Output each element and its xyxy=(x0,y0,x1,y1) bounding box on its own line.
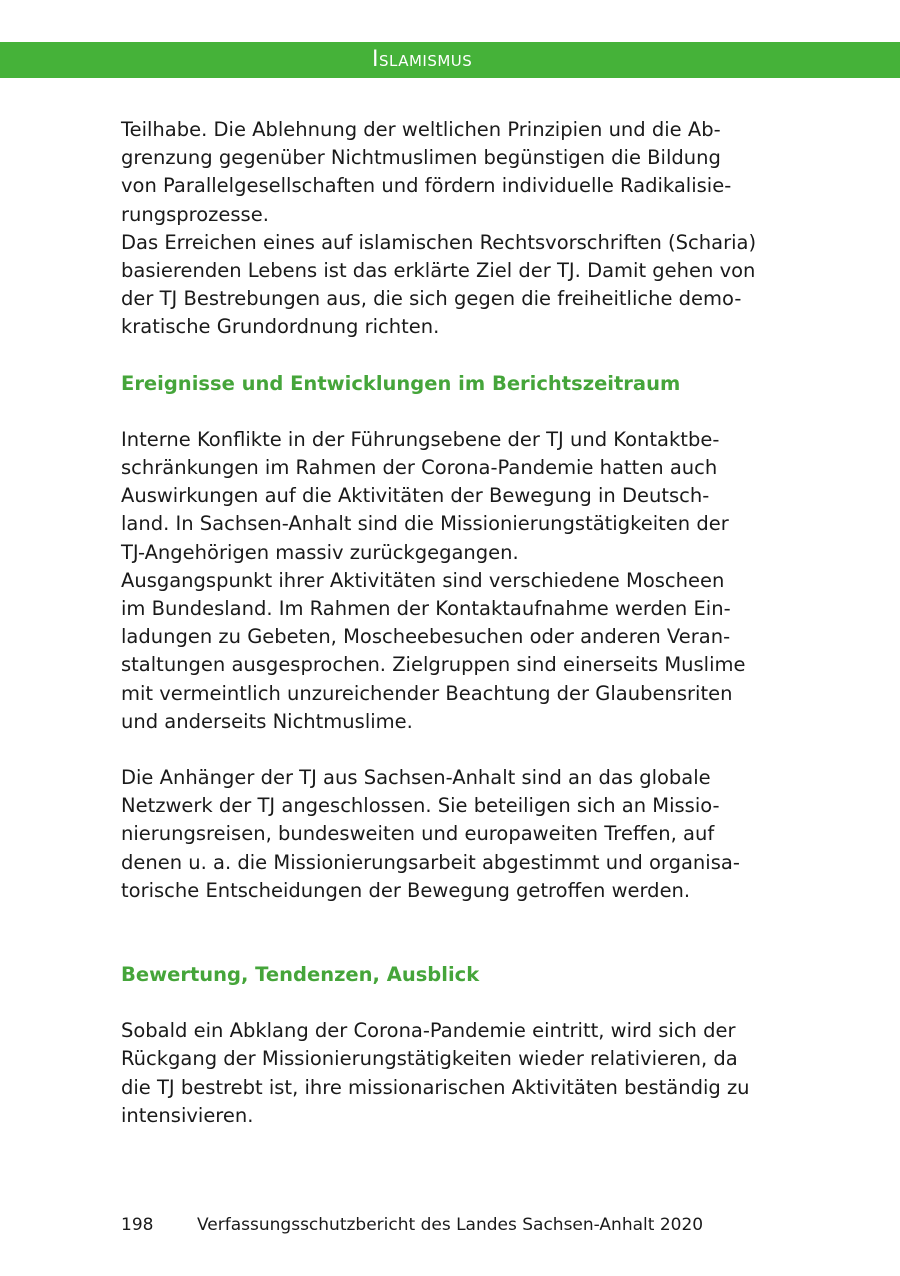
text-line: Auswirkungen auf die Aktivitäten der Bewegung in Deutsch- xyxy=(121,484,710,508)
text-line: staltungen ausgesprochen. Zielgruppen sind einerseits Muslime xyxy=(121,653,746,677)
paragraph xyxy=(121,229,786,342)
text-line: grenzung gegenüber Nichtmuslimen begünstigen die Bildung xyxy=(121,146,721,170)
main-content xyxy=(121,116,786,1130)
paragraph xyxy=(121,116,786,229)
publication-title: Verfassungsschutzbericht des Landes Sachsen-Anhalt 2020 xyxy=(197,1215,704,1235)
text-line: land. In Sachsen-Anhalt sind die Missionierungstätigkeiten der xyxy=(121,512,729,536)
paragraph xyxy=(121,1017,786,1130)
section-heading: Bewertung, Tendenzen, Ausblick xyxy=(121,963,480,987)
text-line: rungsprozesse. xyxy=(121,202,269,226)
section-title: Islamismus xyxy=(372,47,473,72)
paragraph xyxy=(121,764,786,905)
text-line: Sobald ein Abklang der Corona-Pandemie eintritt, wird sich der xyxy=(121,1019,736,1043)
text-line: intensivieren. xyxy=(121,1103,254,1127)
text-line: mit vermeintlich unzureichender Beachtung der Glaubensriten xyxy=(121,681,733,705)
paragraph xyxy=(121,426,786,567)
text-line: und anderseits Nichtmuslime. xyxy=(121,709,413,733)
section-header-bar xyxy=(0,42,900,78)
text-line: TJ-Angehörigen massiv zurückgegangen. xyxy=(121,540,519,564)
section-heading: Ereignisse und Entwicklungen im Berichtszeitraum xyxy=(121,371,681,395)
text-line: ladungen zu Gebeten, Moscheebesuchen oder anderen Veran- xyxy=(121,625,731,649)
text-line: von Parallelgesellschaften und fördern individuelle Radikalisie- xyxy=(121,174,732,198)
page-number: 198 xyxy=(121,1215,154,1235)
text-line: nierungsreisen, bundesweiten und europaweiten Treffen, auf xyxy=(121,822,715,846)
text-line: Die Anhänger der TJ aus Sachsen-Anhalt sind an das globale xyxy=(121,766,711,790)
text-line: Teilhabe. Die Ablehnung der weltlichen Prinzipien und die Ab- xyxy=(121,118,721,141)
text-line: im Bundesland. Im Rahmen der Kontaktaufnahme werden Ein- xyxy=(121,597,731,621)
text-line: basierenden Lebens ist das erklärte Ziel der TJ. Damit gehen von xyxy=(121,259,756,283)
text-line: Netzwerk der TJ angeschlossen. Sie beteiligen sich an Missio- xyxy=(121,794,720,818)
text-line: Rückgang der Missionierungstätigkeiten wieder relativieren, da xyxy=(121,1047,738,1071)
text-line: die TJ bestrebt ist, ihre missionarischen Aktivitäten beständig zu xyxy=(121,1075,750,1099)
text-line: Interne Konflikte in der Führungsebene der TJ und Kontaktbe- xyxy=(121,427,720,451)
page-footer xyxy=(121,1213,703,1237)
text-line: torische Entscheidungen der Bewegung getroffen werden. xyxy=(121,878,691,902)
text-line: schränkungen im Rahmen der Corona-Pandemie hatten auch xyxy=(121,456,718,480)
text-line: kratische Grundordnung richten. xyxy=(121,315,440,339)
text-line: Ausgangspunkt ihrer Aktivitäten sind verschiedene Moscheen xyxy=(121,568,725,592)
paragraph xyxy=(121,567,786,736)
text-line: der TJ Bestrebungen aus, die sich gegen die freiheitliche demo- xyxy=(121,287,742,311)
text-line: Das Erreichen eines auf islamischen Rechtsvorschriften (Scharia) xyxy=(121,230,757,254)
text-line: denen u. a. die Missionierungsarbeit abgestimmt und organisa- xyxy=(121,850,740,874)
